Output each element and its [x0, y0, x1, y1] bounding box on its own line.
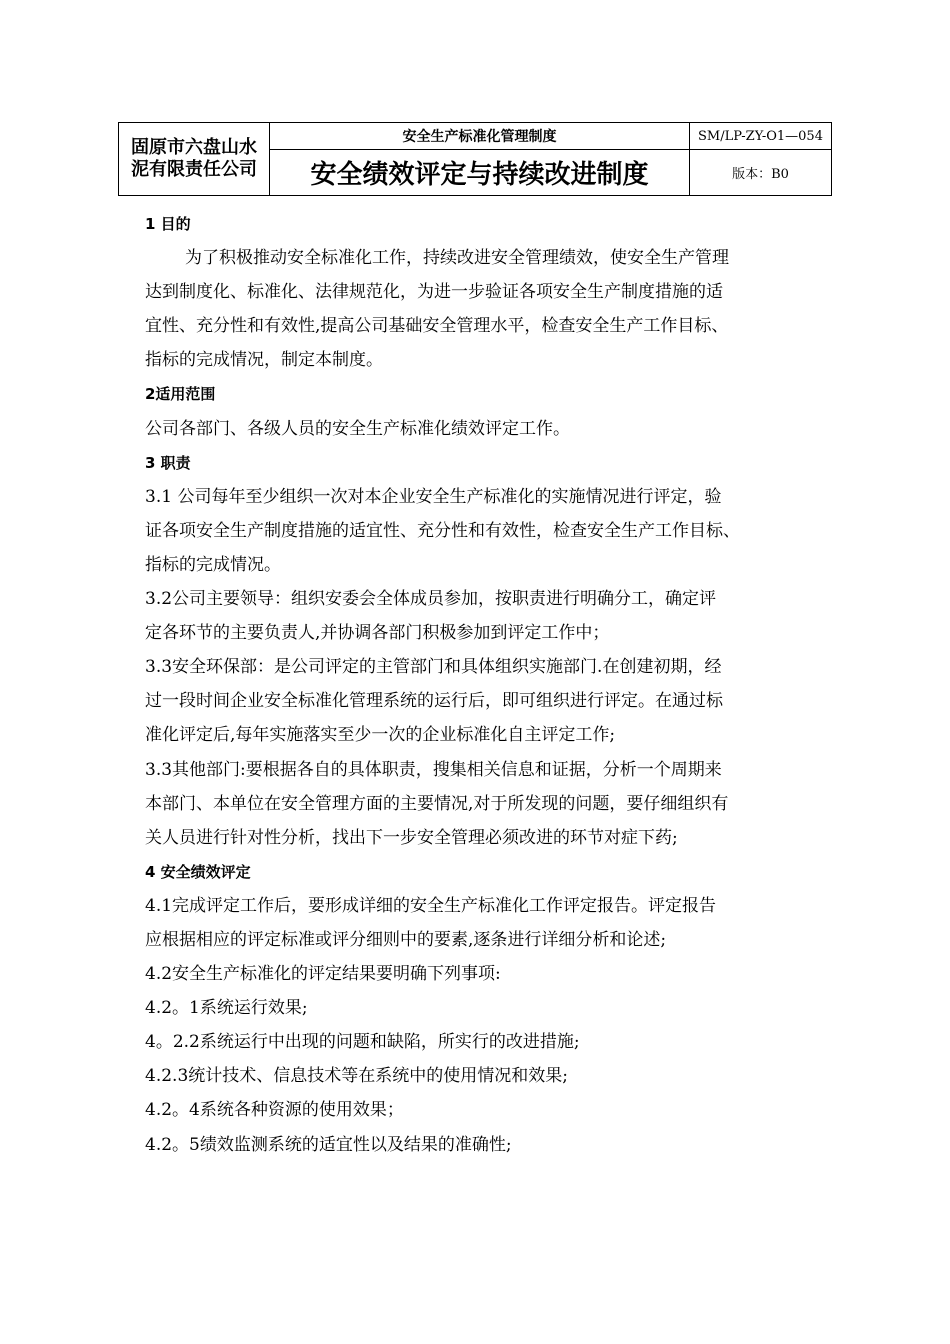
body-text-line: 4。2.2系统运行中出现的问题和缺陷，所实行的改进措施; [145, 1032, 580, 1053]
body-text-line: 定各环节的主要负责人,并协调各部门积极参加到评定工作中； [145, 623, 610, 644]
body-text-line: 4.1完成评定工作后，要形成详细的安全生产标准化工作评定报告。评定报告 [145, 895, 717, 916]
body-text-line: 关人员进行针对性分析，找出下一步安全管理必须改进的环节对症下药; [145, 827, 678, 848]
body-text-line: 公司各部门、各级人员的安全生产标准化绩效评定工作。 [145, 418, 570, 439]
document-body [145, 207, 817, 1162]
section-heading: 2适用范围 [145, 385, 216, 404]
body-text-line: 应根据相应的评定标准或评分细则中的要素,逐条进行详细分析和论述; [145, 929, 667, 950]
body-text-line: 指标的完成情况。 [145, 554, 281, 575]
section-heading: 1 目的 [145, 215, 191, 233]
section-heading: 4 安全绩效评定 [145, 862, 251, 881]
body-text-line: 过一段时间企业安全标准化管理系统的运行后，即可组织进行评定。在通过标 [145, 691, 723, 712]
system-title: 安全生产标准化管理制度 [270, 123, 690, 150]
body-text-line: 3.3安全环保部：是公司评定的主管部门和具体组织实施部门.在创建初期，经 [145, 657, 722, 678]
document-header-table [118, 122, 832, 196]
document-code: SM/LP-ZY-O1—054 [690, 123, 832, 150]
section-heading: 3 职责 [145, 453, 191, 472]
body-text-line: 3.2公司主要领导：组织安委会全体成员参加，按职责进行明确分工，确定评 [145, 589, 717, 610]
document-version: 版本：B0 [690, 150, 832, 196]
body-text-line: 4.2安全生产标准化的评定结果要明确下列事项: [145, 964, 501, 985]
body-text-line: 指标的完成情况，制定本制度。 [145, 350, 383, 371]
body-text-line: 本部门、本单位在安全管理方面的主要情况,对于所发现的问题，要仔细组织有 [145, 793, 729, 814]
company-name-cell [119, 123, 270, 196]
body-text-line: 4.2。4系统各种资源的使用效果； [145, 1100, 404, 1121]
body-text-line: 为了积极推动安全标准化工作，持续改进安全管理绩效，使安全生产管理 [185, 248, 729, 269]
body-text-line: 准化评定后,每年实施落实至少一次的企业标准化自主评定工作; [145, 725, 616, 746]
company-name-line-2: 泥有限责任公司 [131, 159, 257, 180]
company-name-line-1: 固原市六盘山水 [131, 137, 257, 158]
body-text-line: 达到制度化、标准化、法律规范化，为进一步验证各项安全生产制度措施的适 [145, 282, 723, 303]
body-text-line: 3.1 公司每年至少组织一次对本企业安全生产标准化的实施情况进行评定，验 [145, 486, 722, 507]
body-text-line: 4.2.3统计技术、信息技术等在系统中的使用情况和效果; [145, 1066, 568, 1087]
body-text-line: 证各项安全生产制度措施的适宜性、充分性和有效性，检查安全生产工作目标、 [145, 520, 740, 541]
body-text-line: 4.2。5绩效监测系统的适宜性以及结果的准确性; [145, 1134, 512, 1155]
body-text-line: 3.3其他部门:要根据各自的具体职责，搜集相关信息和证据，分析一个周期来 [145, 759, 722, 780]
document-title: 安全绩效评定与持续改进制度 [270, 150, 690, 196]
body-text-line: 4.2。1系统运行效果; [145, 998, 308, 1019]
body-text-line: 宜性、充分性和有效性,提高公司基础安全管理水平，检查安全生产工作目标、 [145, 316, 729, 337]
